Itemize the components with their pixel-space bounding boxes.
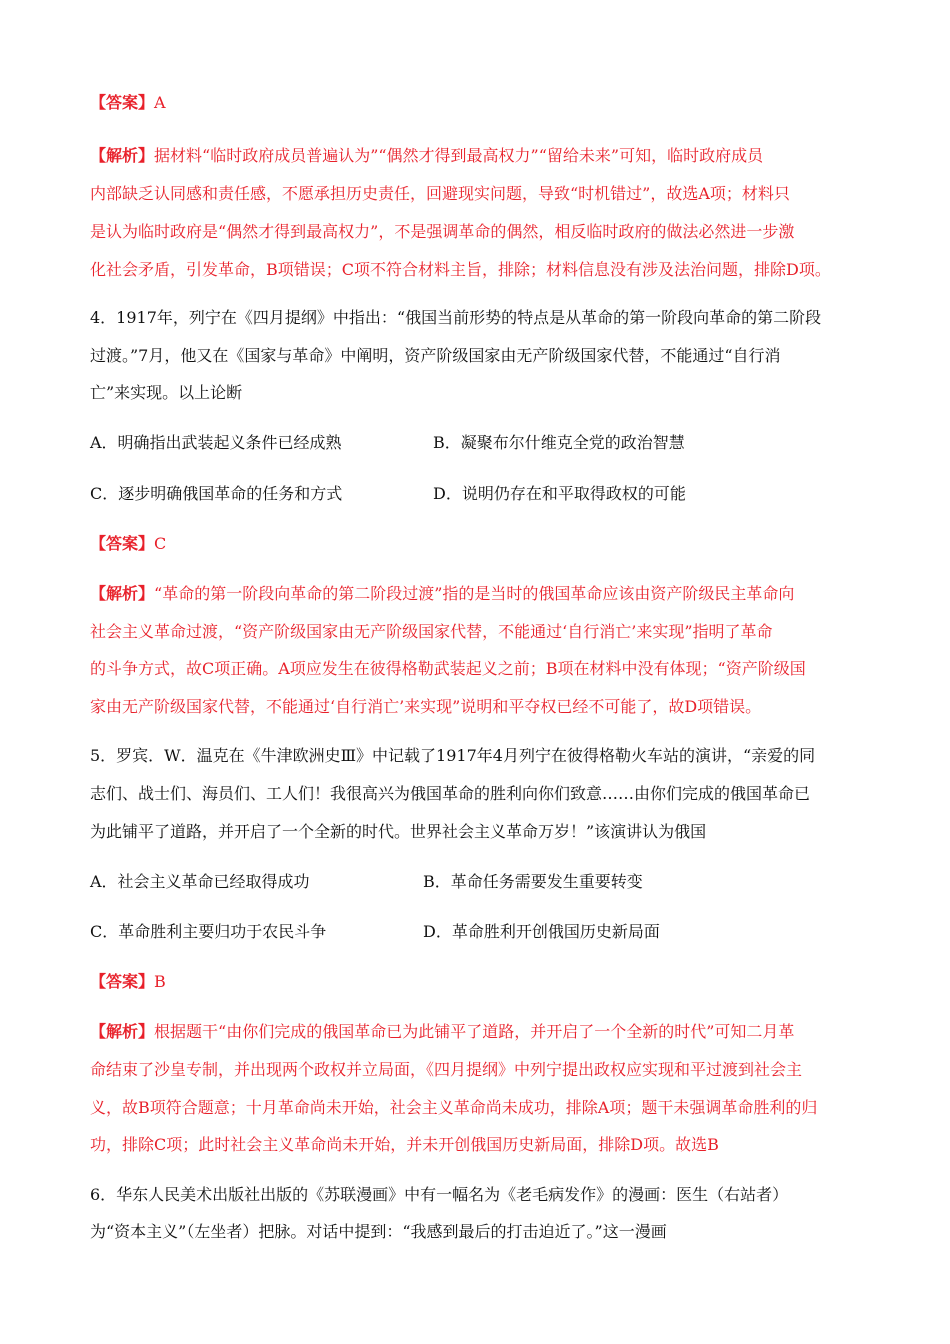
q5-analysis-line: 命结束了沙皇专制，并出现两个政权并立局面，《四月提纲》中列宁提出政权应实现和平过渡到社会主 bbox=[90, 1060, 803, 1079]
q4-option-c: C．逐步明确俄国革命的任务和方式 bbox=[90, 484, 343, 503]
q4-analysis-line: 家由无产阶级国家代替，不能通过‘自行消亡’来实现”说明和平夺权已经不可能了，故D项错误。 bbox=[90, 697, 762, 716]
q6-stem-line: 为“资本主义”（左坐者）把脉。对话中提到：“我感到最后的打击迫近了。”这一漫画 bbox=[90, 1222, 667, 1241]
q4-stem-line: 过渡。”7月，他又在《国家与革命》中阐明，资产阶级国家由无产阶级国家代替，不能通过“自行消 bbox=[90, 346, 781, 365]
q5-analysis-line: 义，故B项符合题意；十月革命尚未开始，社会主义革命尚未成功，排除A项；题干未强调革命胜利的归 bbox=[90, 1098, 818, 1117]
q5-stem-line: 为此铺平了道路，并开启了一个全新的时代。世界社会主义革命万岁！”该演讲认为俄国 bbox=[90, 822, 707, 841]
q5-analysis-line: 【解析】根据题干“由你们完成的俄国革命已为此铺平了道路，并开启了一个全新的时代”可知二月革 bbox=[90, 1022, 795, 1041]
q5-option-c: C．革命胜利主要归功于农民斗争 bbox=[90, 922, 327, 941]
q4-analysis-line: 的斗争方式，故C项正确。A项应发生在彼得格勒武装起义之前；B项在材料中没有体现；“资产阶级国 bbox=[90, 659, 806, 678]
q5-option-b: B．革命任务需要发生重要转变 bbox=[423, 872, 643, 891]
q4-analysis-line: 社会主义革命过渡，“资产阶级国家由无产阶级国家代替，不能通过‘自行消亡’来实现”指明了革命 bbox=[90, 622, 773, 641]
q4-option-b: B．凝聚布尔什维克全党的政治智慧 bbox=[433, 433, 685, 452]
q5-option-a: A．社会主义革命已经取得成功 bbox=[90, 872, 310, 891]
q4-stem-line: 亡”来实现。以上论断 bbox=[90, 383, 243, 402]
q5-stem-line: 志们、战士们、海员们、工人们！我很高兴为俄国革命的胜利向你们致意……由你们完成的俄国革命已 bbox=[90, 784, 811, 803]
q5-analysis-line: 功，排除C项；此时社会主义革命尚未开始，并未开创俄国历史新局面，排除D项。故选B bbox=[90, 1135, 719, 1154]
q5-option-d: D．革命胜利开创俄国历史新局面 bbox=[423, 922, 660, 941]
q3-analysis-line: 是认为临时政府是“偶然才得到最高权力”，不是强调革命的偶然，相反临时政府的做法必然进一步激 bbox=[90, 222, 795, 241]
q5-stem-line: 5．罗宾．W．温克在《牛津欧洲史Ⅲ》中记载了1917年4月列宁在彼得格勒火车站的演讲，“亲爱的同 bbox=[90, 746, 816, 765]
q3-analysis-line: 【解析】据材料“临时政府成员普遍认为”“偶然才得到最高权力”“留给未来”可知，临时政府成员 bbox=[90, 146, 764, 165]
q3-analysis-line: 化社会矛盾，引发革命，B项错误；C项不符合材料主旨，排除；材料信息没有涉及法治问题，排除D项。 bbox=[90, 260, 831, 279]
q4-option-d: D．说明仍存在和平取得政权的可能 bbox=[433, 484, 686, 503]
q3-analysis-line: 内部缺乏认同感和责任感，不愿承担历史责任，回避现实问题，导致“时机错过”，故选A项；材料只 bbox=[90, 184, 790, 203]
q4-stem-line: 4．1917年，列宁在《四月提纲》中指出：“俄国当前形势的特点是从革命的第一阶段向革命的第二阶段 bbox=[90, 308, 822, 327]
q3-answer: 【答案】A bbox=[90, 93, 166, 112]
q4-analysis-line: 【解析】“革命的第一阶段向革命的第二阶段过渡”指的是当时的俄国革命应该由资产阶级民主革命向 bbox=[90, 584, 795, 603]
q6-stem-line: 6．华东人民美术出版社出版的《苏联漫画》中有一幅名为《老毛病发作》的漫画：医生（右站者） bbox=[90, 1185, 789, 1204]
q4-answer: 【答案】C bbox=[90, 534, 167, 553]
q5-answer: 【答案】B bbox=[90, 972, 166, 991]
q4-option-a: A．明确指出武装起义条件已经成熟 bbox=[90, 433, 342, 452]
